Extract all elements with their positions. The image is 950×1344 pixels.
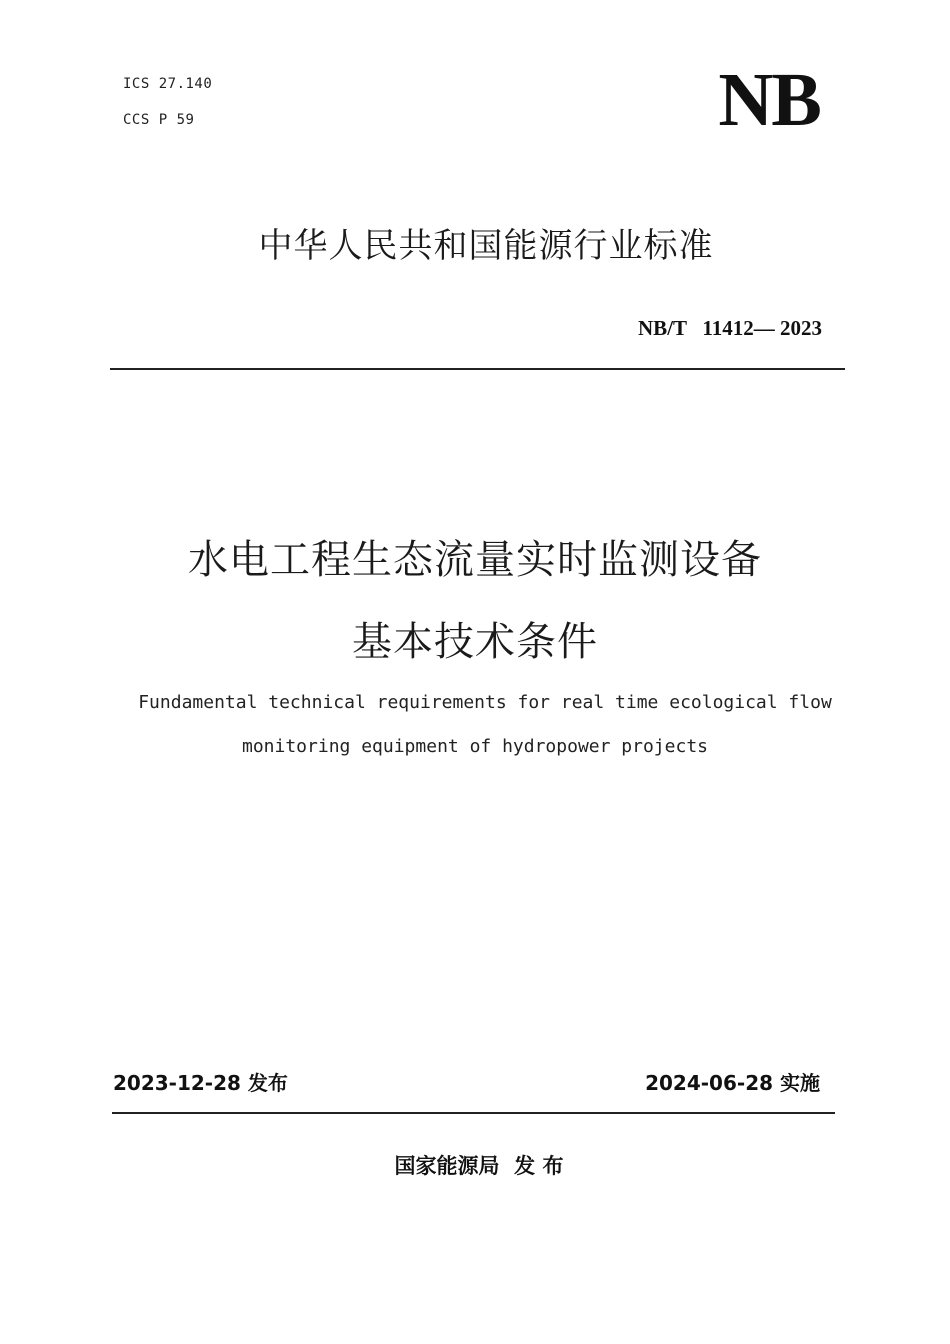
publisher: 国家能源局 发 布 bbox=[394, 1154, 564, 1178]
nb-logo: NB bbox=[718, 58, 820, 142]
english-title-line-2: monitoring equipment of hydropower projects bbox=[242, 736, 708, 757]
document-title-line-2: 基本技术条件 bbox=[352, 619, 598, 665]
ics-code: ICS 27.140 bbox=[123, 76, 213, 92]
bottom-divider bbox=[112, 1112, 835, 1114]
document-title-line-1: 水电工程生态流量实时监测设备 bbox=[188, 537, 762, 583]
top-divider bbox=[110, 368, 845, 370]
category-title: 中华人民共和国能源行业标准 bbox=[258, 226, 714, 266]
implementation-date: 2024-06-28 实施 bbox=[645, 1071, 820, 1095]
english-title-line-1: Fundamental technical requirements for real time ecological flow bbox=[138, 692, 832, 713]
standard-number: NB/T 11412— 2023 bbox=[638, 316, 822, 340]
issue-date: 2023-12-28 发布 bbox=[113, 1071, 288, 1095]
ccs-code: CCS P 59 bbox=[123, 112, 195, 128]
